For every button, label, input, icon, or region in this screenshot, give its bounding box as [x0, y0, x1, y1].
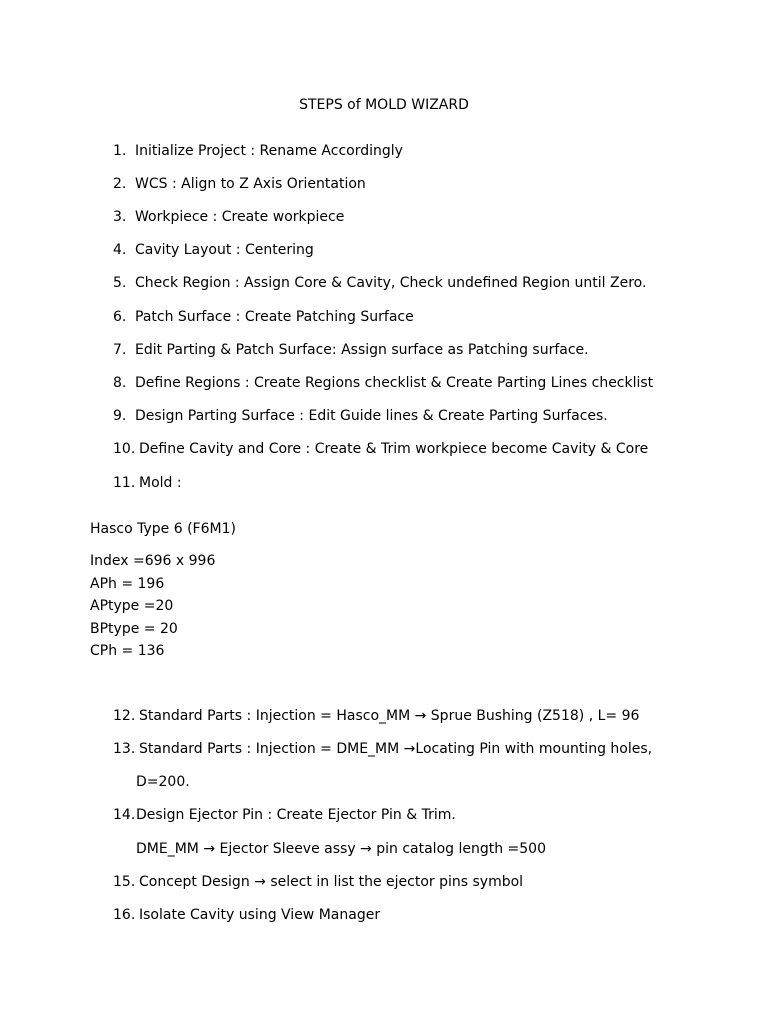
step-text: Standard Parts : Injection = Hasco_MM → Sprue Bushing (Z518) , L= 96: [139, 708, 640, 724]
step-number: 15.: [113, 874, 136, 890]
step-number: 8.: [113, 375, 127, 391]
step-text: Define Regions : Create Regions checklist & Create Parting Lines checklist: [135, 375, 654, 391]
step-text: Patch Surface : Create Patching Surface: [135, 309, 414, 325]
step-text: Initialize Project : Rename Accordingly: [135, 143, 403, 159]
step-13-continuation: D=200.: [136, 774, 190, 790]
step-13: [113, 740, 652, 758]
step-number: 5.: [113, 275, 127, 291]
step-number: 13.: [113, 741, 136, 757]
step-8: [113, 374, 653, 392]
step-text: WCS : Align to Z Axis Orientation: [135, 176, 366, 192]
step-7: [113, 341, 589, 359]
mold-param: APtype =20: [90, 598, 174, 614]
step-15: [113, 873, 523, 891]
step-16: [113, 906, 380, 924]
step-text: Design Ejector Pin : Create Ejector Pin & Trim.: [136, 807, 456, 823]
step-text: Check Region : Assign Core & Cavity, Check undefined Region until Zero.: [135, 275, 647, 291]
mold-type: Hasco Type 6 (F6M1): [90, 521, 236, 537]
step-4: [113, 241, 314, 259]
document-title: STEPS of MOLD WIZARD: [299, 97, 469, 113]
step-text: Concept Design → select in list the ejector pins symbol: [139, 874, 524, 890]
step-9: [113, 407, 608, 425]
mold-param: BPtype = 20: [90, 621, 178, 637]
step-number: 9.: [113, 408, 127, 424]
step-14-continuation: DME_MM → Ejector Sleeve assy → pin catalog length =500: [136, 841, 546, 857]
step-number: 7.: [113, 342, 127, 358]
step-12: [113, 707, 639, 725]
step-number: 11.: [113, 475, 136, 491]
step-14: [113, 806, 456, 824]
step-5: [113, 274, 646, 292]
step-number: 16.: [113, 907, 136, 923]
step-text: Define Cavity and Core : Create & Trim workpiece become Cavity & Core: [139, 441, 649, 457]
step-2: [113, 175, 366, 193]
step-number: 14.: [113, 807, 136, 823]
step-text: Workpiece : Create workpiece: [135, 209, 345, 225]
step-number: 12.: [113, 708, 136, 724]
step-number: 10.: [113, 441, 136, 457]
step-text: Isolate Cavity using View Manager: [139, 907, 381, 923]
step-number: 2.: [113, 176, 127, 192]
mold-param: APh = 196: [90, 576, 165, 592]
mold-param: Index =696 x 996: [90, 553, 216, 569]
step-3: [113, 208, 344, 226]
step-text: Cavity Layout : Centering: [135, 242, 314, 258]
mold-param: CPh = 136: [90, 643, 165, 659]
step-number: 1.: [113, 143, 127, 159]
step-6: [113, 308, 414, 326]
step-number: 4.: [113, 242, 127, 258]
step-10: [113, 440, 648, 458]
step-number: 6.: [113, 309, 127, 325]
step-number: 3.: [113, 209, 127, 225]
step-text: Design Parting Surface : Edit Guide lines & Create Parting Surfaces.: [135, 408, 608, 424]
step-text: Standard Parts : Injection = DME_MM →Locating Pin with mounting holes,: [139, 741, 653, 757]
step-1: [113, 142, 403, 160]
step-11: [113, 474, 182, 492]
step-text: Mold :: [139, 475, 182, 491]
step-text: Edit Parting & Patch Surface: Assign surface as Patching surface.: [135, 342, 589, 358]
